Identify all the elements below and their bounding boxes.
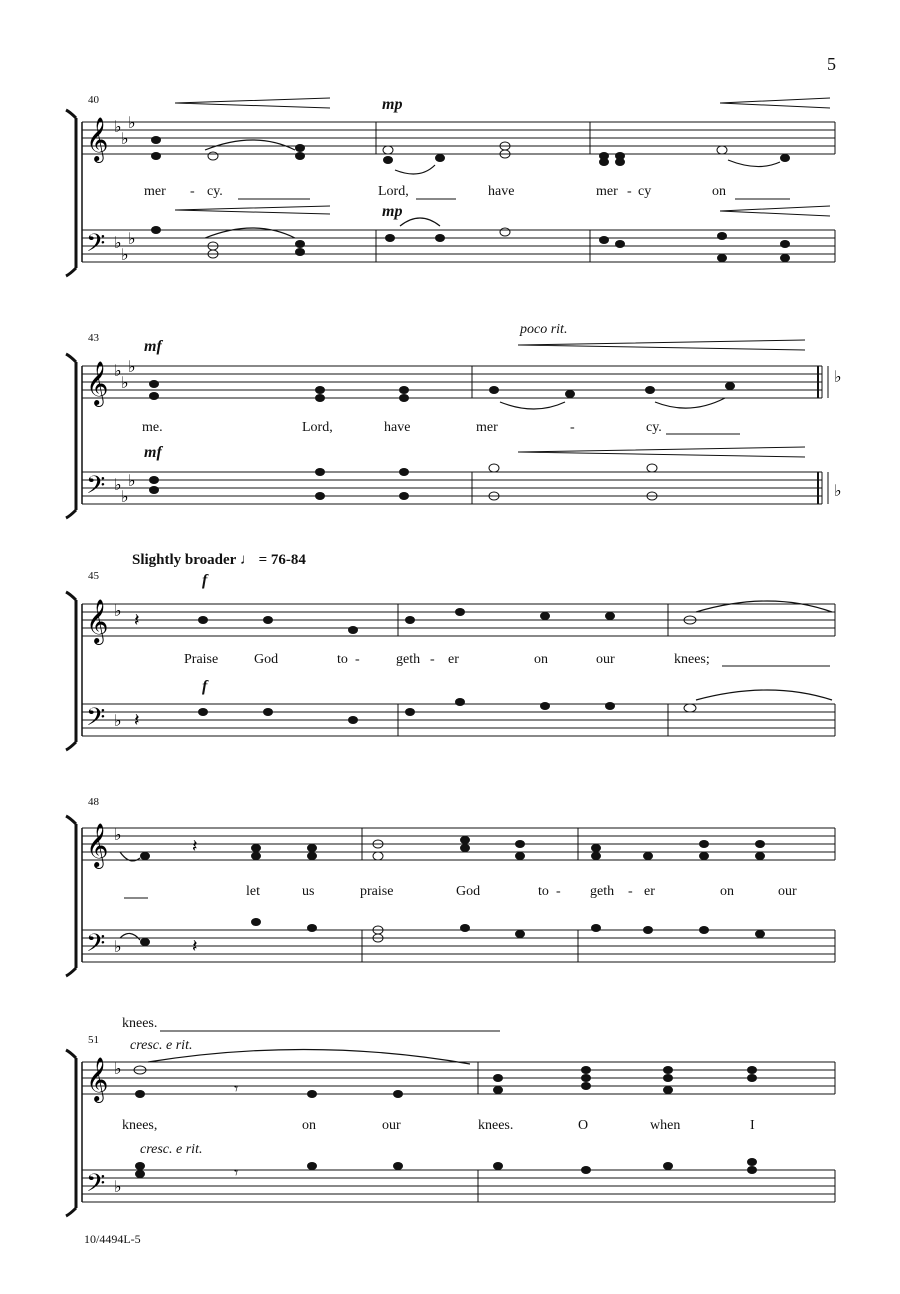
lyric-syllable: er [644, 884, 655, 899]
treble-clef-icon: 𝄞 [86, 599, 109, 643]
lyric-syllable: cy. [207, 184, 223, 199]
bass-clef-icon: 𝄢 [86, 471, 106, 506]
dynamic-marking: mp [382, 96, 403, 113]
lyric-syllable: our [596, 652, 615, 667]
svg-text:𝄽: 𝄽 [192, 936, 198, 957]
treble-clef-icon: 𝄞 [86, 823, 109, 867]
lyric-syllable: let [246, 884, 260, 899]
lyric-syllable: on [534, 652, 548, 667]
svg-text:𝄾: 𝄾 [234, 1163, 239, 1182]
lyric-syllable: Lord, [378, 184, 409, 199]
svg-text:𝄽: 𝄽 [192, 836, 198, 857]
dynamic-marking: f [202, 572, 208, 589]
bass-clef-icon: 𝄢 [86, 229, 106, 264]
system-bracket [66, 1050, 76, 1216]
svg-text:♭: ♭ [114, 711, 122, 730]
lyric-syllable: have [384, 420, 411, 435]
measure-number: 48 [88, 796, 99, 808]
lyric-syllable: have [488, 184, 515, 199]
svg-text:♭: ♭ [114, 1059, 122, 1078]
lyric-syllable: on [720, 884, 734, 899]
svg-text:♭: ♭ [114, 233, 122, 252]
svg-text:𝄽: 𝄽 [134, 710, 140, 731]
lyric-hyphen: - [628, 884, 633, 899]
page-number: 5 [827, 54, 836, 74]
lyric-syllable: us [302, 884, 315, 899]
expression-text: cresc. e rit. [140, 1142, 203, 1157]
bass-clef-icon: 𝄢 [86, 703, 106, 738]
lyric-syllable: God [254, 652, 279, 667]
svg-text:♭: ♭ [114, 825, 122, 844]
svg-text:𝄾: 𝄾 [234, 1079, 239, 1098]
lyric-syllable: God [456, 884, 481, 899]
svg-text:♭: ♭ [114, 117, 122, 136]
lyric-hyphen: - [190, 184, 195, 199]
svg-text:𝄽: 𝄽 [134, 610, 140, 631]
svg-text:♭: ♭ [121, 487, 129, 506]
lyric-syllable: on [302, 1118, 316, 1133]
lyric-syllable: geth [396, 652, 421, 667]
measure-number: 51 [88, 1034, 99, 1046]
dynamic-marking: f [202, 678, 208, 695]
lyric-syllable: me. [142, 420, 163, 435]
dynamic-marking: mp [382, 203, 403, 220]
lyric-syllable: I [750, 1118, 755, 1133]
lyric-syllable: to [538, 884, 549, 899]
lyric-syllable: knees. [478, 1118, 514, 1133]
lyric-syllable: mer [596, 184, 618, 199]
svg-text:♭: ♭ [114, 937, 122, 956]
lyric-syllable: Praise [184, 652, 219, 667]
lyric-syllable: mer [144, 184, 166, 199]
svg-text:♭: ♭ [128, 113, 136, 132]
expression-text: cresc. e rit. [130, 1038, 193, 1053]
lyric-hyphen: - [570, 420, 575, 435]
treble-clef-icon: 𝄞 [86, 1057, 109, 1101]
lyric-syllable: cy. [646, 420, 662, 435]
lyric-hyphen: - [355, 652, 360, 667]
lyric-syllable: er [448, 652, 459, 667]
lyric-syllable: O [578, 1118, 589, 1133]
lyric-syllable: our [382, 1118, 401, 1133]
catalog-number: 10/4494L-5 [84, 1232, 141, 1246]
svg-text:♭: ♭ [128, 471, 136, 490]
lyric-hyphen: - [627, 184, 632, 199]
dynamic-marking: mf [144, 444, 162, 461]
tempo-value: = 76-84 [258, 552, 306, 568]
lyric-syllable: when [650, 1118, 681, 1133]
treble-clef-icon: 𝄞 [86, 117, 109, 161]
treble-clef-icon: 𝄞 [86, 361, 109, 405]
svg-text:♭: ♭ [121, 245, 129, 264]
svg-text:♭: ♭ [128, 357, 136, 376]
lyric-syllable: cy [638, 184, 652, 199]
lyric-hyphen: - [556, 884, 561, 899]
svg-text:♭: ♭ [114, 475, 122, 494]
svg-text:♭: ♭ [128, 229, 136, 248]
bass-clef-icon: 𝄢 [86, 1169, 106, 1204]
measure-number: 40 [88, 94, 99, 106]
quarter-note-icon: ♩ [239, 552, 255, 568]
measure-number: 45 [88, 570, 99, 582]
lyric-syllable: to [337, 652, 348, 667]
tempo-text: Slightly broader [132, 552, 237, 568]
bass-clef-icon: 𝄢 [86, 929, 106, 964]
lyric-syllable: geth [590, 884, 615, 899]
lyric-syllable: our [778, 884, 797, 899]
lyric-syllable: Lord, [302, 420, 333, 435]
lyric-syllable: knees, [122, 1118, 158, 1133]
svg-text:♭: ♭ [834, 481, 842, 500]
lyric-syllable-upper: knees. [122, 1016, 158, 1031]
svg-text:♭: ♭ [114, 361, 122, 380]
svg-text:♭: ♭ [114, 1177, 122, 1196]
lyric-hyphen: - [430, 652, 435, 667]
expression-text: poco rit. [520, 322, 568, 337]
lyric-syllable: on [712, 184, 726, 199]
svg-text:♭: ♭ [114, 601, 122, 620]
measure-number: 43 [88, 332, 99, 344]
svg-text:♭: ♭ [121, 373, 129, 392]
lyric-syllable: praise [360, 884, 394, 899]
dynamic-marking: mf [144, 338, 162, 355]
lyric-syllable: mer [476, 420, 498, 435]
lyric-syllable: knees; [674, 652, 710, 667]
svg-text:♭: ♭ [834, 367, 842, 386]
svg-text:♭: ♭ [121, 129, 129, 148]
